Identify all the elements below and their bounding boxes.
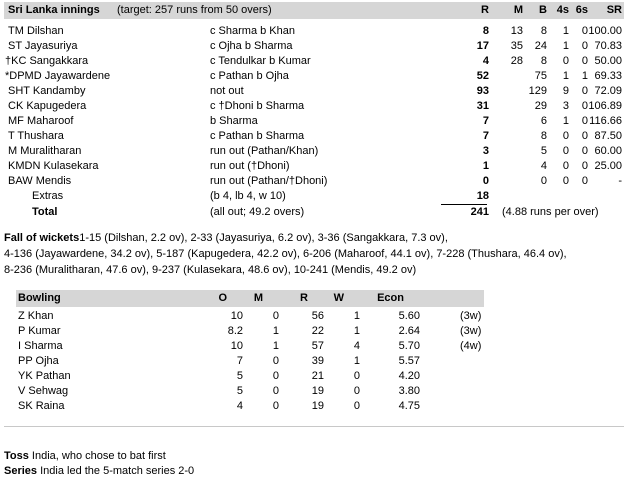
economy: 4.75 xyxy=(398,400,420,412)
strike-rate: 116.66 xyxy=(589,115,622,127)
batsman-name[interactable]: †KC Sangakkara xyxy=(5,55,89,67)
dismissal: c Tendulkar b Kumar xyxy=(210,55,311,67)
fours: 1 xyxy=(562,40,569,52)
runs: 1 xyxy=(482,160,489,172)
strike-rate: 100.00 xyxy=(588,25,622,37)
fours: 0 xyxy=(562,130,569,142)
batsman-name[interactable]: ST Jayasuriya xyxy=(8,40,78,52)
bowler-name[interactable]: P Kumar xyxy=(18,325,61,337)
runs-conceded: 19 xyxy=(311,385,324,397)
fours: 0 xyxy=(562,55,569,67)
total-label: Total xyxy=(32,206,58,218)
series-label: Series xyxy=(4,465,38,477)
fours: 0 xyxy=(562,160,569,172)
fall-of-wickets xyxy=(4,230,622,278)
balls: 8 xyxy=(540,130,547,142)
balls: 129 xyxy=(528,85,547,97)
dismissal: b Sharma xyxy=(210,115,258,127)
fow-line-1: 1-15 (Dilshan, 2.2 ov), 2-33 (Jayasuriya, 6.2 ov), 3-36 (Sangakkara, 7.3 ov), xyxy=(79,232,448,244)
maidens: 1 xyxy=(272,325,279,337)
economy: 5.70 xyxy=(398,340,420,352)
batsman-name[interactable]: CK Kapugedera xyxy=(8,100,87,112)
fow-label: Fall of wickets xyxy=(4,232,80,244)
batsman-row xyxy=(4,69,624,84)
sixes: 0 xyxy=(581,85,588,97)
dismissal: c †Dhoni b Sharma xyxy=(210,100,305,112)
runs: 52 xyxy=(476,70,489,82)
runs: 7 xyxy=(482,130,489,142)
batsman-row xyxy=(4,54,624,69)
header-strike-rate: SR xyxy=(606,4,622,16)
dismissal: run out (Pathan/†Dhoni) xyxy=(210,175,328,187)
overs: 5 xyxy=(236,370,243,382)
innings-header xyxy=(4,2,624,19)
runs-conceded: 39 xyxy=(311,355,324,367)
balls: 8 xyxy=(540,55,547,67)
sixes: 0 xyxy=(581,25,588,37)
maidens: 0 xyxy=(272,385,279,397)
overs: 10 xyxy=(230,340,243,352)
runs: 0 xyxy=(482,175,489,187)
maidens: 0 xyxy=(272,370,279,382)
bowling-header-maidens: M xyxy=(253,292,263,304)
sixes: 0 xyxy=(581,100,588,112)
innings-title: Sri Lanka innings xyxy=(8,4,100,16)
overs: 4 xyxy=(236,400,243,412)
fours: 0 xyxy=(562,145,569,157)
minutes: 35 xyxy=(510,40,523,52)
overs: 8.2 xyxy=(227,325,243,337)
runs: 17 xyxy=(476,40,489,52)
bowler-name[interactable]: SK Raina xyxy=(18,400,65,412)
wides-note: (4w) xyxy=(460,340,482,352)
batsman-name[interactable]: T Thushara xyxy=(8,130,64,142)
bowler-row xyxy=(16,384,616,399)
batsman-row xyxy=(4,129,624,144)
batsman-name[interactable]: MF Maharoof xyxy=(8,115,74,127)
runs-conceded: 56 xyxy=(311,310,324,322)
batsman-name[interactable]: KMDN Kulasekara xyxy=(8,160,99,172)
bowling-header-runs: R xyxy=(300,292,308,304)
bowler-name[interactable]: V Sehwag xyxy=(18,385,69,397)
bowler-name[interactable]: Z Khan xyxy=(18,310,54,322)
dismissal: c Pathan b Sharma xyxy=(210,130,305,142)
sixes: 0 xyxy=(581,115,588,127)
runs-conceded: 19 xyxy=(311,400,324,412)
fow-line-2: 4-136 (Jayawardene, 34.2 ov), 5-187 (Kapugedera, 42.2 ov), 6-206 (Maharoof, 44.1 ov), 7-228 (Thushara, 46.4 ov), xyxy=(4,248,567,260)
balls: 24 xyxy=(534,40,547,52)
series-value: India led the 5-match series 2-0 xyxy=(40,465,195,477)
strike-rate: 69.33 xyxy=(594,70,622,82)
total-row xyxy=(4,205,624,220)
sixes: 0 xyxy=(581,145,588,157)
batsman-row xyxy=(4,84,624,99)
batsman-name[interactable]: BAW Mendis xyxy=(8,175,72,187)
batsman-name[interactable]: M Muralitharan xyxy=(8,145,82,157)
bowler-name[interactable]: I Sharma xyxy=(18,340,63,352)
bowling-header-wickets: W xyxy=(333,292,344,304)
runs: 93 xyxy=(476,85,489,97)
sixes: 0 xyxy=(581,130,588,142)
batsman-row xyxy=(4,174,624,189)
dismissal: c Sharma b Khan xyxy=(210,25,295,37)
batsman-row xyxy=(4,39,624,54)
strike-rate: - xyxy=(618,175,622,187)
balls: 8 xyxy=(540,25,547,37)
wickets: 0 xyxy=(353,400,360,412)
batsman-name[interactable]: TM Dilshan xyxy=(8,25,64,37)
bowler-row xyxy=(16,324,616,339)
dismissal: c Pathan b Ojha xyxy=(210,70,289,82)
maidens: 0 xyxy=(272,400,279,412)
strike-rate: 25.00 xyxy=(594,160,622,172)
strike-rate: 50.00 xyxy=(594,55,622,67)
wickets: 0 xyxy=(353,385,360,397)
batsman-row xyxy=(4,159,624,174)
overs: 7 xyxy=(236,355,243,367)
total-value: 241 xyxy=(470,206,489,218)
bowler-name[interactable]: PP Ojha xyxy=(18,355,59,367)
economy: 3.80 xyxy=(398,385,420,397)
balls: 6 xyxy=(540,115,547,127)
overs: 5 xyxy=(236,385,243,397)
bowler-row xyxy=(16,354,616,369)
batsman-row xyxy=(4,99,624,114)
dismissal: run out (†Dhoni) xyxy=(210,160,290,172)
dismissal: run out (Pathan/Khan) xyxy=(210,145,319,157)
wickets: 1 xyxy=(353,310,360,322)
runs-conceded: 22 xyxy=(311,325,324,337)
batsman-row xyxy=(4,144,624,159)
extras-value: 18 xyxy=(476,190,489,202)
fours: 1 xyxy=(562,70,569,82)
maidens: 0 xyxy=(272,355,279,367)
sixes: 0 xyxy=(581,55,588,67)
sixes: 0 xyxy=(581,175,588,187)
economy: 4.20 xyxy=(398,370,420,382)
runs: 7 xyxy=(482,115,489,127)
header-fours: 4s xyxy=(556,4,569,16)
strike-rate: 106.89 xyxy=(588,100,622,112)
runs: 31 xyxy=(476,100,489,112)
strike-rate: 60.00 xyxy=(594,145,622,157)
extras-label: Extras xyxy=(32,190,64,202)
fours: 9 xyxy=(562,85,569,97)
sixes: 1 xyxy=(581,70,588,82)
bowling-header xyxy=(16,290,484,307)
batsman-row xyxy=(4,24,624,39)
total-detail: (all out; 49.2 overs) xyxy=(210,206,305,218)
runs: 3 xyxy=(482,145,489,157)
dismissal: c Ojha b Sharma xyxy=(210,40,293,52)
header-runs: R xyxy=(481,4,489,16)
run-rate: (4.88 runs per over) xyxy=(502,206,599,218)
sixes: 0 xyxy=(581,160,588,172)
extras-detail: (b 4, lb 4, w 10) xyxy=(210,190,286,202)
runs-conceded: 57 xyxy=(311,340,324,352)
balls: 0 xyxy=(540,175,547,187)
series-info xyxy=(4,465,194,477)
dismissal: not out xyxy=(210,85,244,97)
economy: 5.57 xyxy=(398,355,420,367)
wides-note: (3w) xyxy=(460,325,482,337)
economy: 2.64 xyxy=(398,325,420,337)
bowler-row xyxy=(16,309,616,324)
strike-rate: 87.50 xyxy=(594,130,622,142)
balls: 4 xyxy=(540,160,547,172)
balls: 5 xyxy=(540,145,547,157)
minutes: 28 xyxy=(510,55,523,67)
bowling-header-econ: Econ xyxy=(377,292,404,304)
runs-conceded: 21 xyxy=(311,370,324,382)
section-divider xyxy=(4,426,624,427)
maidens: 1 xyxy=(272,340,279,352)
toss-label: Toss xyxy=(4,450,29,462)
fours: 1 xyxy=(562,115,569,127)
balls: 75 xyxy=(534,70,547,82)
fours: 1 xyxy=(562,25,569,37)
header-sixes: 6s xyxy=(575,4,588,16)
fours: 0 xyxy=(562,175,569,187)
fours: 3 xyxy=(562,100,569,112)
batsman-name[interactable]: *DPMD Jayawardene xyxy=(5,70,111,82)
bowler-row xyxy=(16,399,616,414)
strike-rate: 72.09 xyxy=(594,85,622,97)
bowling-header-overs: O xyxy=(218,292,227,304)
strike-rate: 70.83 xyxy=(594,40,622,52)
runs: 4 xyxy=(482,55,489,67)
maidens: 0 xyxy=(272,310,279,322)
wickets: 1 xyxy=(353,325,360,337)
innings-target-note: (target: 257 runs from 50 overs) xyxy=(117,4,272,16)
bowler-row xyxy=(16,339,616,354)
header-balls: B xyxy=(539,4,547,16)
extras-row xyxy=(4,189,624,204)
bowling-title: Bowling xyxy=(18,292,61,304)
minutes: 13 xyxy=(510,25,523,37)
wickets: 4 xyxy=(353,340,360,352)
runs: 8 xyxy=(482,25,489,37)
batsman-name[interactable]: SHT Kandamby xyxy=(8,85,86,97)
toss-info xyxy=(4,450,166,462)
overs: 10 xyxy=(230,310,243,322)
wickets: 1 xyxy=(353,355,360,367)
header-minutes: M xyxy=(513,4,523,16)
wickets: 0 xyxy=(353,370,360,382)
balls: 29 xyxy=(534,100,547,112)
bowler-row xyxy=(16,369,616,384)
toss-value: India, who chose to bat first xyxy=(31,450,166,462)
sixes: 0 xyxy=(581,40,588,52)
fow-line-3: 8-236 (Muralitharan, 47.6 ov), 9-237 (Kulasekara, 48.6 ov), 10-241 (Mendis, 49.2 ov) xyxy=(4,264,417,276)
economy: 5.60 xyxy=(398,310,420,322)
batsman-row xyxy=(4,114,624,129)
wides-note: (3w) xyxy=(460,310,482,322)
bowler-name[interactable]: YK Pathan xyxy=(18,370,71,382)
